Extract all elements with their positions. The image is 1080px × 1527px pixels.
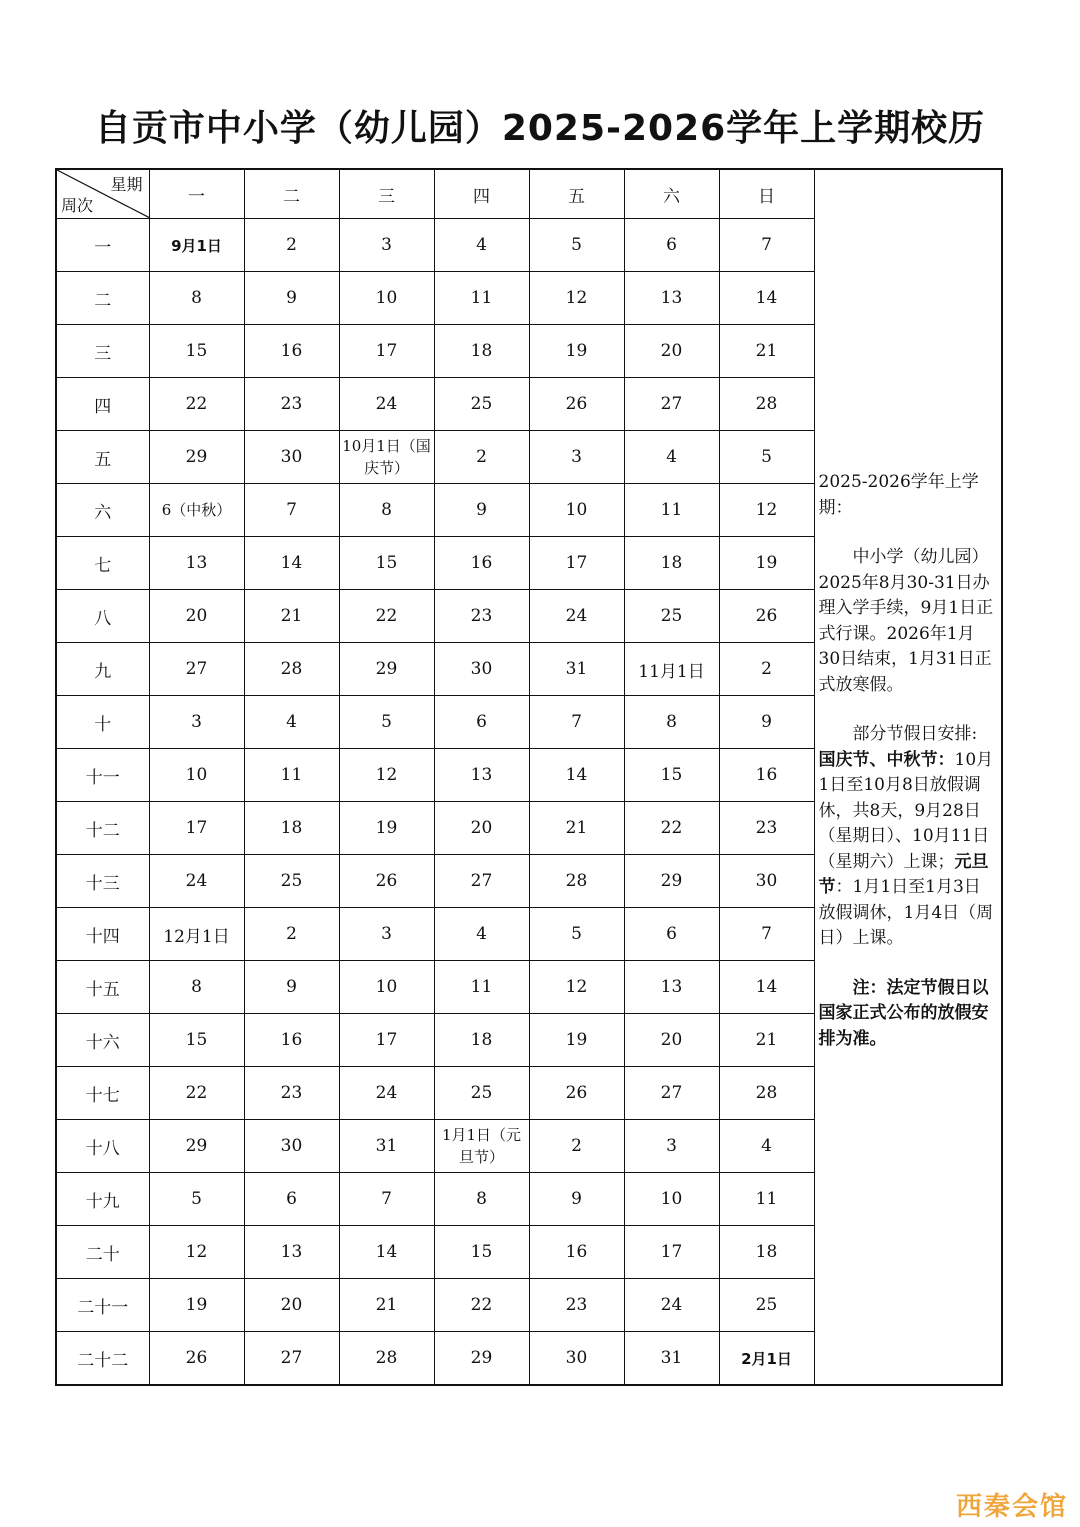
day-cell: 3 bbox=[529, 431, 624, 484]
day-cell: 10 bbox=[339, 961, 434, 1014]
notes-note: 注：法定节假日以国家正式公布的放假安排为准。 bbox=[818, 977, 989, 1049]
day-cell: 23 bbox=[244, 1067, 339, 1120]
day-cell: 7 bbox=[719, 908, 814, 961]
corner-cell bbox=[56, 169, 149, 219]
day-cell: 12 bbox=[529, 272, 624, 325]
day-cell: 19 bbox=[529, 325, 624, 378]
day-cell: 7 bbox=[719, 219, 814, 272]
notes-term: 中小学（幼儿园）2025年8月30-31日办理入学手续，9月1日正式行课。2026年1月30日结束，1月31日正式放寒假。 bbox=[818, 547, 994, 695]
day-cell: 25 bbox=[434, 1067, 529, 1120]
day-cell: 26 bbox=[529, 378, 624, 431]
day-cell: 16 bbox=[244, 325, 339, 378]
day-cell: 22 bbox=[339, 590, 434, 643]
week-number: 一 bbox=[56, 219, 149, 272]
week-number: 十一 bbox=[56, 749, 149, 802]
day-cell: 12 bbox=[719, 484, 814, 537]
day-cell: 12 bbox=[529, 961, 624, 1014]
week-number: 十九 bbox=[56, 1173, 149, 1226]
day-cell: 13 bbox=[434, 749, 529, 802]
day-cell: 7 bbox=[529, 696, 624, 749]
day-cell: 29 bbox=[149, 1120, 244, 1173]
day-cell: 2 bbox=[434, 431, 529, 484]
day-cell: 28 bbox=[719, 1067, 814, 1120]
day-cell: 12月1日 bbox=[149, 908, 244, 961]
day-cell: 4 bbox=[624, 431, 719, 484]
watermark-logo: 西秦会馆 bbox=[955, 1492, 1068, 1522]
day-cell: 30 bbox=[244, 431, 339, 484]
day-cell: 11 bbox=[624, 484, 719, 537]
day-cell: 22 bbox=[149, 1067, 244, 1120]
day-cell: 26 bbox=[719, 590, 814, 643]
day-cell: 5 bbox=[529, 908, 624, 961]
day-cell: 14 bbox=[529, 749, 624, 802]
day-cell: 6 bbox=[624, 219, 719, 272]
day-cell: 14 bbox=[339, 1226, 434, 1279]
week-number: 五 bbox=[56, 431, 149, 484]
week-number: 九 bbox=[56, 643, 149, 696]
calendar-body bbox=[56, 169, 1002, 1385]
day-cell: 17 bbox=[624, 1226, 719, 1279]
week-number: 四 bbox=[56, 378, 149, 431]
day-cell: 23 bbox=[244, 378, 339, 431]
day-cell: 19 bbox=[529, 1014, 624, 1067]
day-cell: 9 bbox=[719, 696, 814, 749]
day-cell: 26 bbox=[149, 1332, 244, 1386]
day-cell: 17 bbox=[339, 1014, 434, 1067]
week-number: 二十二 bbox=[56, 1332, 149, 1386]
day-cell: 18 bbox=[244, 802, 339, 855]
week-number: 二十 bbox=[56, 1226, 149, 1279]
corner-week-label: 周次 bbox=[61, 196, 94, 215]
day-cell: 15 bbox=[149, 1014, 244, 1067]
day-cell: 10 bbox=[339, 272, 434, 325]
day-cell: 18 bbox=[624, 537, 719, 590]
day-cell: 27 bbox=[624, 1067, 719, 1120]
day-cell: 10 bbox=[529, 484, 624, 537]
day-cell: 5 bbox=[719, 431, 814, 484]
day-cell: 18 bbox=[434, 325, 529, 378]
day-cell: 22 bbox=[434, 1279, 529, 1332]
day-cell: 8 bbox=[149, 272, 244, 325]
notes-holidays bbox=[819, 722, 996, 952]
day-cell: 10 bbox=[624, 1173, 719, 1226]
day-cell: 14 bbox=[244, 537, 339, 590]
day-cell: 4 bbox=[434, 908, 529, 961]
day-cell: 3 bbox=[624, 1120, 719, 1173]
day-cell: 27 bbox=[244, 1332, 339, 1386]
week-number: 七 bbox=[56, 537, 149, 590]
day-cell: 28 bbox=[339, 1332, 434, 1386]
day-cell: 9 bbox=[244, 961, 339, 1014]
day-cell: 21 bbox=[719, 1014, 814, 1067]
day-cell: 6 bbox=[244, 1173, 339, 1226]
day-cell: 15 bbox=[434, 1226, 529, 1279]
day-cell: 8 bbox=[339, 484, 434, 537]
day-cell: 20 bbox=[624, 325, 719, 378]
day-cell: 4 bbox=[244, 696, 339, 749]
day-cell: 9 bbox=[529, 1173, 624, 1226]
day-cell: 11 bbox=[434, 272, 529, 325]
day-cell: 22 bbox=[624, 802, 719, 855]
day-cell: 14 bbox=[719, 272, 814, 325]
day-cell: 30 bbox=[244, 1120, 339, 1173]
week-number: 十三 bbox=[56, 855, 149, 908]
day-cell: 25 bbox=[434, 378, 529, 431]
header-day: 日 bbox=[719, 169, 814, 219]
day-cell: 9 bbox=[434, 484, 529, 537]
day-cell: 3 bbox=[339, 908, 434, 961]
header-day: 一 bbox=[149, 169, 244, 219]
day-cell: 30 bbox=[529, 1332, 624, 1386]
day-cell: 16 bbox=[244, 1014, 339, 1067]
day-cell: 20 bbox=[434, 802, 529, 855]
day-cell: 27 bbox=[624, 378, 719, 431]
day-cell: 30 bbox=[719, 855, 814, 908]
day-cell: 19 bbox=[149, 1279, 244, 1332]
day-cell: 13 bbox=[624, 272, 719, 325]
day-cell: 2 bbox=[244, 908, 339, 961]
week-number: 六 bbox=[56, 484, 149, 537]
week-number: 三 bbox=[56, 325, 149, 378]
page-title: 自贡市中小学（幼儿园）2025-2026学年上学期校历 bbox=[94, 108, 986, 149]
day-cell: 11 bbox=[434, 961, 529, 1014]
day-cell: 11 bbox=[244, 749, 339, 802]
day-cell: 6（中秋） bbox=[149, 484, 244, 537]
day-cell: 2 bbox=[244, 219, 339, 272]
day-cell: 19 bbox=[719, 537, 814, 590]
day-cell: 5 bbox=[339, 696, 434, 749]
day-cell: 13 bbox=[244, 1226, 339, 1279]
day-cell: 28 bbox=[244, 643, 339, 696]
day-cell: 24 bbox=[149, 855, 244, 908]
day-cell: 2 bbox=[529, 1120, 624, 1173]
notes-national-label: 国庆节、中秋节： bbox=[818, 749, 955, 770]
day-cell: 6 bbox=[434, 696, 529, 749]
day-cell: 12 bbox=[149, 1226, 244, 1279]
day-cell: 23 bbox=[529, 1279, 624, 1332]
day-cell: 7 bbox=[339, 1173, 434, 1226]
day-cell: 18 bbox=[434, 1014, 529, 1067]
day-cell: 25 bbox=[244, 855, 339, 908]
week-number: 二 bbox=[56, 272, 149, 325]
header-day: 四 bbox=[434, 169, 529, 219]
notes-newyear-label: 元旦节 bbox=[818, 851, 989, 897]
day-cell: 9 bbox=[244, 272, 339, 325]
week-number: 十四 bbox=[56, 908, 149, 961]
calendar-table bbox=[55, 168, 1003, 1386]
day-cell: 10月1日（国庆节） bbox=[339, 431, 434, 484]
day-cell: 15 bbox=[149, 325, 244, 378]
week-number: 二十一 bbox=[56, 1279, 149, 1332]
day-cell: 30 bbox=[434, 643, 529, 696]
day-cell: 8 bbox=[624, 696, 719, 749]
day-cell: 25 bbox=[719, 1279, 814, 1332]
day-cell: 5 bbox=[529, 219, 624, 272]
day-cell: 13 bbox=[624, 961, 719, 1014]
day-cell: 31 bbox=[624, 1332, 719, 1386]
day-cell: 13 bbox=[149, 537, 244, 590]
notes-panel bbox=[814, 169, 1002, 1385]
day-cell: 17 bbox=[149, 802, 244, 855]
day-cell: 27 bbox=[149, 643, 244, 696]
day-cell: 11 bbox=[719, 1173, 814, 1226]
day-cell: 21 bbox=[244, 590, 339, 643]
day-cell: 17 bbox=[529, 537, 624, 590]
week-number: 十五 bbox=[56, 961, 149, 1014]
day-cell: 15 bbox=[339, 537, 434, 590]
week-number: 十八 bbox=[56, 1120, 149, 1173]
day-cell: 20 bbox=[244, 1279, 339, 1332]
day-cell: 20 bbox=[624, 1014, 719, 1067]
day-cell: 14 bbox=[719, 961, 814, 1014]
day-cell: 24 bbox=[529, 590, 624, 643]
day-cell: 9月1日 bbox=[149, 219, 244, 272]
day-cell: 29 bbox=[434, 1332, 529, 1386]
day-cell: 16 bbox=[529, 1226, 624, 1279]
week-number: 八 bbox=[56, 590, 149, 643]
day-cell: 29 bbox=[624, 855, 719, 908]
day-cell: 24 bbox=[339, 1067, 434, 1120]
day-cell: 21 bbox=[339, 1279, 434, 1332]
day-cell: 31 bbox=[339, 1120, 434, 1173]
day-cell: 21 bbox=[529, 802, 624, 855]
day-cell: 16 bbox=[719, 749, 814, 802]
week-number: 十二 bbox=[56, 802, 149, 855]
day-cell: 23 bbox=[719, 802, 814, 855]
day-cell: 23 bbox=[434, 590, 529, 643]
day-cell: 26 bbox=[339, 855, 434, 908]
header-day: 六 bbox=[624, 169, 719, 219]
day-cell: 29 bbox=[339, 643, 434, 696]
notes-heading: 2025-2026学年上学期： bbox=[818, 472, 979, 518]
week-number: 十六 bbox=[56, 1014, 149, 1067]
day-cell: 4 bbox=[434, 219, 529, 272]
day-cell: 20 bbox=[149, 590, 244, 643]
day-cell: 8 bbox=[434, 1173, 529, 1226]
day-cell: 29 bbox=[149, 431, 244, 484]
day-cell: 2 bbox=[719, 643, 814, 696]
notes-newyear-text: ：1月1日至1月3日放假调休，1月4日（周日）上课。 bbox=[818, 877, 994, 948]
day-cell: 21 bbox=[719, 325, 814, 378]
header-day: 三 bbox=[339, 169, 434, 219]
day-cell: 3 bbox=[149, 696, 244, 749]
header-day: 二 bbox=[244, 169, 339, 219]
week-number: 十七 bbox=[56, 1067, 149, 1120]
day-cell: 8 bbox=[149, 961, 244, 1014]
header-day: 五 bbox=[529, 169, 624, 219]
day-cell: 28 bbox=[719, 378, 814, 431]
day-cell: 19 bbox=[339, 802, 434, 855]
day-cell: 3 bbox=[339, 219, 434, 272]
day-cell: 22 bbox=[149, 378, 244, 431]
day-cell: 11月1日 bbox=[624, 643, 719, 696]
day-cell: 1月1日（元旦节） bbox=[434, 1120, 529, 1173]
day-cell: 25 bbox=[624, 590, 719, 643]
day-cell: 24 bbox=[624, 1279, 719, 1332]
day-cell: 31 bbox=[529, 643, 624, 696]
day-cell: 4 bbox=[719, 1120, 814, 1173]
notes-holiday-intro: 部分节假日安排: bbox=[852, 724, 978, 744]
day-cell: 24 bbox=[339, 378, 434, 431]
notes-national-text: 10月1日至10月8日放假调休，共8天，9月28日（星期日）、10月11日（星期六）上课； bbox=[818, 749, 994, 872]
day-cell: 28 bbox=[529, 855, 624, 908]
week-number: 十 bbox=[56, 696, 149, 749]
day-cell: 16 bbox=[434, 537, 529, 590]
day-cell: 10 bbox=[149, 749, 244, 802]
day-cell: 2月1日 bbox=[719, 1332, 814, 1386]
day-cell: 26 bbox=[529, 1067, 624, 1120]
day-cell: 6 bbox=[624, 908, 719, 961]
day-cell: 27 bbox=[434, 855, 529, 908]
corner-weekday-label: 星期 bbox=[110, 175, 143, 194]
day-cell: 18 bbox=[719, 1226, 814, 1279]
day-cell: 5 bbox=[149, 1173, 244, 1226]
day-cell: 7 bbox=[244, 484, 339, 537]
day-cell: 12 bbox=[339, 749, 434, 802]
notes-note-wrap bbox=[819, 976, 996, 1053]
header-row bbox=[56, 169, 1002, 219]
day-cell: 17 bbox=[339, 325, 434, 378]
day-cell: 15 bbox=[624, 749, 719, 802]
